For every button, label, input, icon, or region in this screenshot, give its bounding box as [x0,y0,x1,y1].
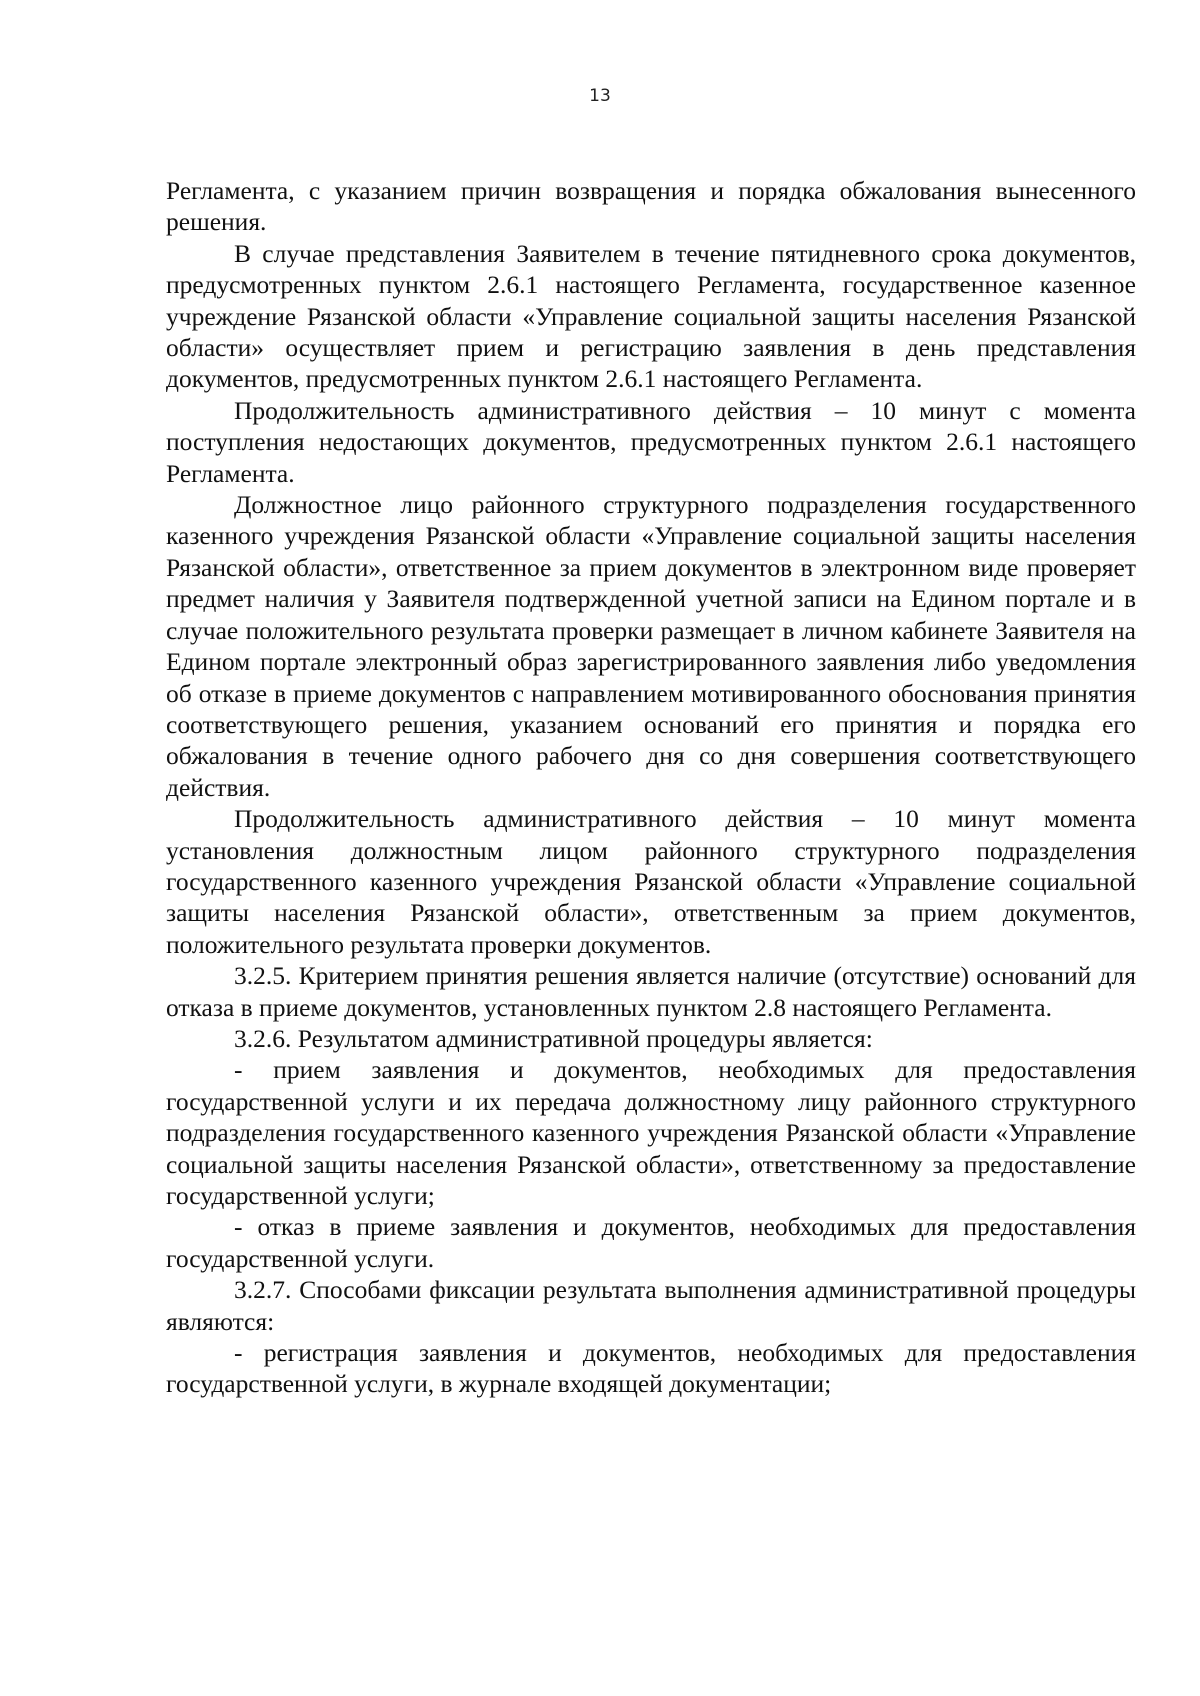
paragraph-electronic-check: Должностное лицо районного структурного подразделения государственного казенного учреждения Рязанской области «Управление социальной защиты населения Рязанской области», ответственное за прием документов в электронном виде проверяет предмет наличия у Заявителя подтвержденной учетной записи на Едином портале и в случае положительного результата проверки размещает в личном кабинете Заявителя на Едином портале электронный образ зарегистрированного заявления либо уведомления об отказе в приеме документов с направлением мотивированного обоснования принятия соответствующего решения, указанием оснований его принятия и порядка его обжалования в течение одного рабочего дня со дня совершения соответствующего действия. [166,490,1136,802]
paragraph-3-2-5: 3.2.5. Критерием принятия решения является наличие (отсутствие) оснований для отказа в приеме документов, установленных пунктом 2.8 настоящего Регламента. [166,961,1136,1022]
fixation-item-registration: - регистрация заявления и документов, необходимых для предоставления государственной услуги, в журнале входящей документации; [166,1338,1136,1399]
paragraph-document-submission: В случае представления Заявителем в течение пятидневного срока документов, предусмотренных пунктом 2.6.1 настоящего Регламента, государственное казенное учреждение Рязанской области «Управление социальной защиты населения Рязанской области» осуществляет прием и регистрацию заявления в день представления документов, предусмотренных пунктом 2.6.1 настоящего Регламента. [166,238,1136,394]
paragraph-3-2-7: 3.2.7. Способами фиксации результата выполнения административной процедуры являются: [166,1275,1136,1336]
paragraph-verification-duration: Продолжительность административного действия – 10 минут момента установления должностным лицом районного структурного подразделения государственного казенного учреждения Рязанской области «Управление социальной защиты населения Рязанской области», ответственным за прием документов, положительного результата проверки документов. [166,804,1136,959]
result-item-refusal: - отказ в приеме заявления и документов, необходимых для предоставления государственной услуги. [166,1212,1136,1273]
paragraph-continuation: Регламента, с указанием причин возвращения и порядка обжалования вынесенного решения. [166,176,1136,237]
document-body [166,175,1136,1400]
paragraph-action-duration: Продолжительность административного действия – 10 минут с момента поступления недостающих документов, предусмотренных пунктом 2.6.1 настоящего Регламента. [166,395,1136,488]
paragraph-3-2-6: 3.2.6. Результатом административной процедуры является: [234,1023,873,1053]
result-item-acceptance: - прием заявления и документов, необходимых для предоставления государственной услуги и их передача должностному лицу районного структурного подразделения государственного казенного учреждения Рязанской области «Управление социальной защиты населения Рязанской области», ответственному за предоставление государственной услуги; [166,1055,1136,1210]
page-number: 13 [589,86,611,106]
